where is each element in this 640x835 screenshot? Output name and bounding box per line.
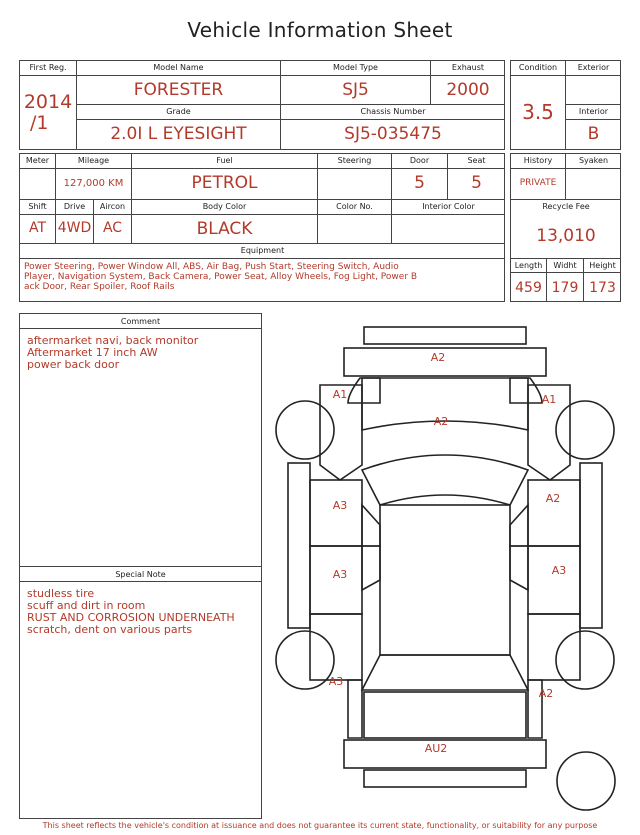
right-rear-door (528, 546, 580, 614)
grade-value: 2.0I L EYESIGHT (110, 124, 247, 144)
model-name-value: FORESTER (133, 80, 224, 100)
exterior-value-cell (566, 76, 621, 105)
front-right-wheel (556, 401, 614, 459)
special-note-body (20, 582, 261, 636)
model-name-cell (77, 61, 281, 105)
mark-left-rear-door: A3 (332, 568, 348, 581)
page-title: Vehicle Information Sheet (187, 18, 453, 42)
length-label: Length (511, 259, 546, 273)
history-label-cell (511, 154, 566, 169)
condition-label-cell (511, 61, 566, 76)
left-taillight (348, 680, 362, 738)
mark-left-rear-quarter: A3 (328, 675, 344, 688)
steering-cell (318, 154, 392, 200)
condition-label: Condition (518, 63, 558, 72)
recycle-label: Recycle Fee (542, 202, 590, 211)
color-no-cell (318, 200, 392, 244)
syaken-label: Syaken (578, 156, 609, 165)
body-color-label: Body Color (132, 200, 317, 215)
interior-value-cell (566, 120, 621, 150)
mark-front-right-fender: A1 (541, 393, 557, 406)
aircon-cell (94, 200, 132, 244)
width-cell (547, 259, 584, 302)
special-note-line: scratch, dent on various parts (27, 623, 193, 636)
left-side-strip (288, 463, 310, 628)
equipment-cell (20, 244, 505, 302)
steering-label: Steering (318, 154, 391, 169)
left-front-door (310, 480, 362, 546)
car-damage-diagram (270, 320, 620, 820)
seat-label: Seat (448, 154, 505, 169)
chassis-value: SJ5-035475 (344, 124, 442, 144)
mark-roof: A2 (430, 351, 446, 364)
interior-label-cell (566, 105, 621, 120)
condition-score-cell (511, 76, 566, 150)
history-value: PRIVATE (519, 178, 557, 188)
history-label: History (523, 156, 553, 165)
comment-body (20, 329, 261, 371)
grade-cell (77, 105, 281, 150)
first-reg-year: 2014 (23, 91, 73, 113)
height-value: 173 (589, 280, 616, 296)
fuel-cell (132, 154, 318, 200)
seat-cell (448, 154, 505, 200)
height-cell (584, 259, 621, 302)
comment-line: power back door (27, 358, 120, 371)
right-rear-quarter (528, 614, 580, 680)
model-type-value: SJ5 (342, 80, 369, 100)
width-value: 179 (551, 280, 579, 296)
shift-label: Shift (20, 200, 55, 215)
shift-value: AT (28, 220, 47, 236)
door-cell (392, 154, 448, 200)
interior-value: B (587, 124, 600, 144)
body-color-cell (132, 200, 318, 244)
chassis-label: Chassis Number (281, 105, 505, 120)
exhaust-cell (431, 61, 505, 105)
mark-right-rear-door: A3 (551, 564, 567, 577)
vehicle-specs-table (19, 153, 505, 302)
special-note-line: RUST AND CORROSION UNDERNEATH (27, 611, 235, 624)
meter-label: Meter (20, 154, 55, 169)
special-note-line: scuff and dirt in room (27, 599, 146, 612)
comment-line: Aftermarket 17 inch AW (27, 346, 158, 359)
history-table (510, 153, 621, 302)
exhaust-label: Exhaust (431, 61, 505, 76)
mark-rear-bumper: AU2 (424, 742, 448, 755)
color-no-label: Color No. (318, 200, 391, 215)
condition-score: 3.5 (522, 100, 554, 124)
right-headlight (510, 378, 542, 403)
mileage-label: Mileage (56, 154, 131, 169)
front-left-wheel (276, 401, 334, 459)
exterior-label: Exterior (577, 63, 610, 72)
width-label: Widht (547, 259, 583, 273)
meter-cell (20, 154, 56, 200)
special-note-panel (19, 566, 262, 819)
mark-front-left-fender: A1 (332, 388, 348, 401)
special-note-label: Special Note (20, 567, 261, 582)
special-note-line: studless tire (27, 587, 95, 600)
length-cell (511, 259, 547, 302)
aircon-value: AC (102, 220, 123, 236)
door-label: Door (392, 154, 447, 169)
mileage-cell (56, 154, 132, 200)
equipment-line-3: ack Door, Rear Spoiler, Roof Rails (24, 282, 175, 292)
fuel-value: PETROL (191, 173, 258, 193)
comment-line: aftermarket navi, back monitor (27, 334, 199, 347)
mark-right-rear-quarter: A2 (538, 687, 554, 700)
drive-cell (56, 200, 94, 244)
drive-value: 4WD (57, 220, 92, 236)
disclaimer: This sheet reflects the vehicle's condition at issuance and does not guarantee its current state, functionality, or suitability for any purpose (42, 821, 598, 830)
spare-wheel (557, 752, 615, 810)
roof (380, 505, 510, 655)
recycle-cell (511, 200, 621, 259)
first-reg-month: /1 (30, 112, 49, 134)
fuel-label: Fuel (132, 154, 317, 169)
first-reg-cell (20, 61, 77, 150)
left-rear-window (362, 546, 380, 590)
interior-label: Interior (578, 107, 609, 116)
aircon-label: Aircon (94, 200, 131, 215)
interior-color-label: Interior Color (392, 200, 505, 215)
chassis-cell (281, 105, 505, 150)
seat-value: 5 (471, 173, 482, 193)
front-bumper-bar (364, 327, 526, 344)
exhaust-value: 2000 (446, 80, 490, 100)
comment-panel (19, 313, 262, 567)
interior-color-cell (392, 200, 505, 244)
syaken-label-cell (566, 154, 621, 169)
left-headlight (348, 378, 380, 403)
right-side-strip (580, 463, 602, 628)
condition-table (510, 60, 621, 150)
right-rear-window (510, 546, 528, 590)
mark-left-front-door: A3 (332, 499, 348, 512)
equipment-line-2: Player, Navigation System, Back Camera, Power Seat, Alloy Wheels, Fog Light, Power B (24, 272, 418, 282)
model-type-label: Model Type (281, 61, 430, 76)
height-label: Height (584, 259, 621, 273)
left-front-window (362, 505, 380, 546)
length-value: 459 (515, 280, 542, 296)
syaken-value-cell (566, 169, 621, 200)
windshield (362, 455, 528, 505)
equipment-line-1: Power Steering, Power Window All, ABS, Air Bag, Push Start, Steering Switch, Audio (24, 262, 399, 272)
drive-label: Drive (56, 200, 93, 215)
exterior-label-cell (566, 61, 621, 76)
right-front-window (510, 505, 528, 546)
door-value: 5 (414, 173, 425, 193)
first-reg-label: First Reg. (20, 61, 76, 76)
rear-bumper-bar (364, 770, 526, 787)
rear-gate (364, 692, 526, 738)
rear-window (362, 655, 528, 690)
mark-right-front-door: A2 (545, 492, 561, 505)
vehicle-info-table (19, 60, 505, 150)
left-rear-quarter (310, 614, 362, 680)
model-type-cell (281, 61, 431, 105)
equipment-label: Equipment (20, 244, 505, 259)
mark-hood: A2 (433, 415, 449, 428)
comment-label: Comment (20, 314, 261, 329)
grade-label: Grade (77, 105, 280, 120)
shift-cell (20, 200, 56, 244)
model-name-label: Model Name (77, 61, 280, 76)
right-front-door (528, 480, 580, 546)
body-color-value: BLACK (196, 219, 253, 239)
history-value-cell (511, 169, 566, 200)
mileage-value: 127,000 KM (63, 178, 124, 189)
recycle-value: 13,010 (536, 226, 596, 246)
